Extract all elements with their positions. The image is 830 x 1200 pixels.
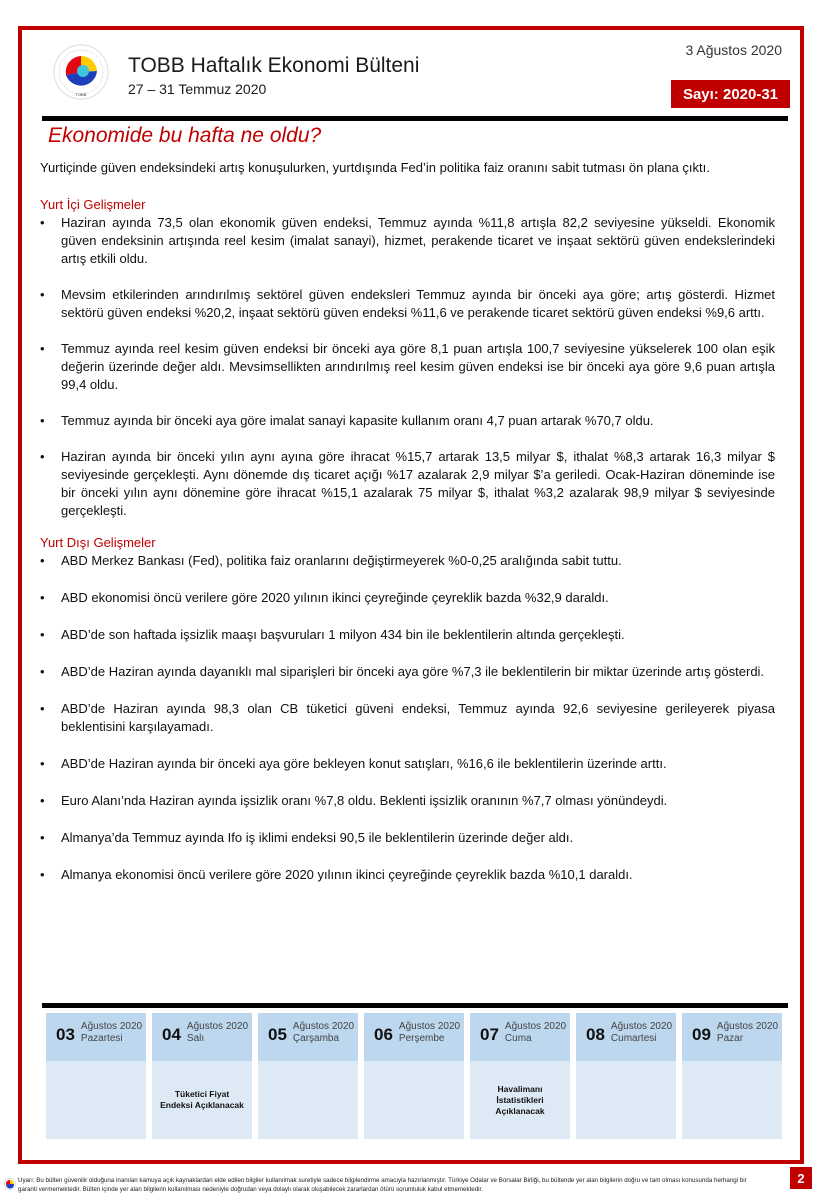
list-item: • Almanya’da Temmuz ayında Ifo iş iklimi endeksi 90,5 ile beklentilerin üzerinde değer aldı. <box>40 829 775 847</box>
header-divider <box>42 116 788 121</box>
day-event <box>364 1061 464 1139</box>
calendar-day <box>576 1013 676 1139</box>
day-meta <box>293 1021 354 1045</box>
calendar-day-header <box>152 1013 252 1061</box>
foreign-section <box>40 534 775 884</box>
list-item: • ABD Merkez Bankası (Fed), politika faiz oranlarını değiştirmeyerek %0-0,25 aralığında sabit tuttu. <box>40 552 775 570</box>
calendar-day-header <box>682 1013 782 1061</box>
calendar-day <box>152 1013 252 1139</box>
day-meta <box>505 1021 566 1045</box>
bulletin-period: 27 – 31 Temmuz 2020 <box>128 81 267 97</box>
list-item: • Euro Alanı’nda Haziran ayında işsizlik oranı %7,8 oldu. Beklenti işsizlik oranının %7,7 olması yönündeydi. <box>40 792 775 810</box>
day-month: Ağustos 2020 <box>398 1021 461 1032</box>
day-event <box>682 1061 782 1139</box>
svg-text:TOBB: TOBB <box>75 92 87 97</box>
day-number: 04 <box>162 1025 181 1044</box>
calendar-day-header <box>364 1013 464 1061</box>
day-number: 03 <box>56 1025 75 1044</box>
day-event: Havalimanı İstatistikleri Açıklanacak <box>470 1061 570 1139</box>
domestic-list <box>40 214 775 520</box>
day-number: 06 <box>374 1025 393 1044</box>
list-item: • ABD’de son haftada işsizlik maaşı başvuruları 1 milyon 434 bin ile beklentilerin altında gerçekleşti. <box>40 626 775 644</box>
domestic-section-title: Yurt İçi Gelişmeler <box>40 197 146 212</box>
list-item: • Temmuz ayında bir önceki aya göre imalat sanayi kapasite kullanım oranı 4,7 puan artarak %70,7 oldu. <box>40 412 775 430</box>
day-weekday: Çarşamba <box>292 1033 340 1044</box>
list-item: • ABD ekonomisi öncü verilere göre 2020 yılının ikinci çeyreğinde çeyreklik bazda %32,9 daraldı. <box>40 589 775 607</box>
calendar-day <box>470 1013 570 1139</box>
day-month: Ağustos 2020 <box>716 1021 779 1032</box>
disclaimer-text: Uyarı: Bu bülten güvenilir olduğuna inanılan kamuya açık kaynaklardan elde edilen bilgiler kullanılmak suretiyle sadece bilgilendirme amacıyla hazırlanmıştır. Türkiye Odalar ve Borsalar Birliği, bu bültende yer alan bilgilerin doğru ve tam olması konusunda herhangi bir garanti vermemektedir. Bülten içinde yer alan bilgilerin kullanılması nedeniyle doğrudan veya dolaylı olarak oluşabilecek zararlardan ötürü sorumluluk kabul etmemektedir. <box>18 1177 747 1193</box>
day-meta <box>399 1021 460 1045</box>
day-meta <box>717 1021 778 1045</box>
foreign-section-title: Yurt Dışı Gelişmeler <box>40 535 156 550</box>
day-month: Ağustos 2020 <box>504 1021 567 1032</box>
tobb-mini-logo-icon <box>4 1178 16 1190</box>
day-weekday: Pazar <box>716 1033 744 1044</box>
issue-badge: Sayı: 2020-31 <box>671 80 790 108</box>
domestic-section <box>40 196 775 520</box>
day-month: Ağustos 2020 <box>292 1021 355 1032</box>
list-item: • ABD’de Haziran ayında dayanıklı mal siparişleri bir önceki aya göre %7,3 ile beklentilerin bir miktar üzerinde artış gösterdi. <box>40 663 775 681</box>
day-number: 07 <box>480 1025 499 1044</box>
calendar-day <box>364 1013 464 1139</box>
weekly-calendar <box>46 1013 786 1139</box>
calendar-day-header <box>470 1013 570 1061</box>
day-weekday: Salı <box>186 1033 205 1044</box>
calendar-day-header <box>258 1013 358 1061</box>
day-event: Tüketici Fiyat Endeksi Açıklanacak <box>152 1061 252 1139</box>
page-number: 2 <box>790 1167 812 1189</box>
section-headline: Ekonomide bu hafta ne oldu? <box>48 124 322 147</box>
news-content <box>40 196 775 903</box>
day-number: 05 <box>268 1025 287 1044</box>
calendar-day <box>46 1013 146 1139</box>
bulletin-title: TOBB Haftalık Ekonomi Bülteni <box>128 54 420 77</box>
day-number: 08 <box>586 1025 605 1044</box>
list-item: • ABD’de Haziran ayında bir önceki aya göre bekleyen konut satışları, %16,6 ile beklentilerin üzerinde arttı. <box>40 755 775 773</box>
publish-date: 3 Ağustos 2020 <box>685 42 782 58</box>
list-item: • Almanya ekonomisi öncü verilere göre 2020 yılının ikinci çeyreğinde çeyreklik bazda %10,1 daraldı. <box>40 866 775 884</box>
day-event <box>46 1061 146 1139</box>
day-event <box>258 1061 358 1139</box>
list-item: • ABD’de Haziran ayında 98,3 olan CB tüketici güveni endeksi, Temmuz ayında 92,6 seviyesine gerileyerek piyasa beklentisini karşılayamadı. <box>40 700 775 736</box>
day-weekday: Cumartesi <box>610 1033 657 1044</box>
day-month: Ağustos 2020 <box>80 1021 143 1032</box>
day-meta <box>611 1021 672 1045</box>
calendar-day-header <box>576 1013 676 1061</box>
day-event <box>576 1061 676 1139</box>
list-item: • Haziran ayında bir önceki yılın aynı ayına göre ihracat %15,7 artarak 13,5 milyar $, ithalat %8,3 artarak 16,3 milyar $ seviyesinde gerçekleşti. Aynı dönemde dış ticaret açığı %17 azalarak 2,9 milyar $’a geriledi. Ocak-Haziran döneminde ise bir önceki yılın aynı dönemine göre ihracat %15,1 azalarak 75 milyar $, ithalat %3,2 azalarak 98,9 milyar $ seviyesinde gerçekleşti. <box>40 448 775 520</box>
list-item: • Haziran ayında 73,5 olan ekonomik güven endeksi, Temmuz ayında %11,8 artışla 82,2 seviyesine yükseldi. Ekonomik güven endeksinin artışında reel kesim (imalat sanayi), hizmet, perakende ticaret ve inşaat sektörü güven endekslerindeki artış etkili oldu. <box>40 214 775 268</box>
foreign-list <box>40 552 775 884</box>
day-weekday: Pazartesi <box>80 1033 123 1044</box>
calendar-divider <box>42 1003 788 1008</box>
calendar-day <box>682 1013 782 1139</box>
list-item: • Temmuz ayında reel kesim güven endeksi bir önceki aya göre 8,1 puan artışla 100,7 seviyesine yükselerek 100 olan eşik değerin üzerinde değer aldı. Mevsimsellikten arındırılmış reel kesim güven endeksi ise bir önceki aya göre 9,6 puan artışla 99,4 oldu. <box>40 340 775 394</box>
day-number: 09 <box>692 1025 711 1044</box>
day-meta <box>187 1021 248 1045</box>
day-month: Ağustos 2020 <box>610 1021 673 1032</box>
list-item: • Mevsim etkilerinden arındırılmış sektörel güven endeksleri Temmuz ayında bir önceki aya göre; artış gösterdi. Hizmet sektörü güven endeksi %20,2, inşaat sektörü güven endeksi %11,6 ve perakende ticaret sektörü güven endeksi %9,6 arttı. <box>40 286 775 322</box>
calendar-day-header <box>46 1013 146 1061</box>
day-weekday: Cuma <box>504 1033 532 1044</box>
calendar-day <box>258 1013 358 1139</box>
day-month: Ağustos 2020 <box>186 1021 249 1032</box>
day-meta <box>81 1021 142 1045</box>
day-weekday: Perşembe <box>398 1033 445 1044</box>
tobb-logo-icon <box>52 43 110 101</box>
lead-paragraph: Yurtiçinde güven endeksindeki artış konuşulurken, yurtdışında Fed’in politika faiz oranını sabit tutması ön plana çıktı. <box>40 160 710 175</box>
